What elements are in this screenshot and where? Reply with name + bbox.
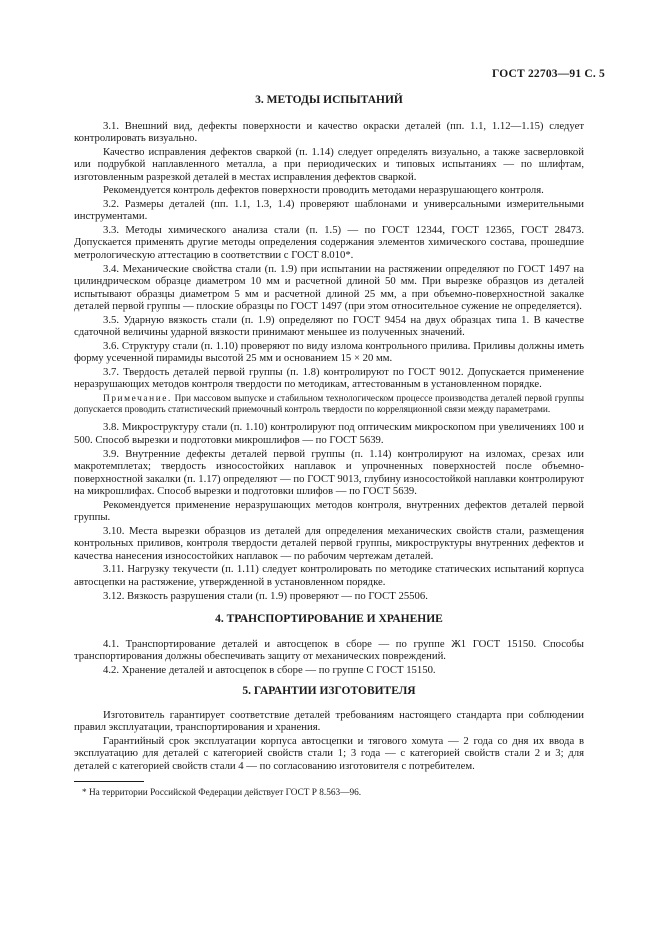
- paragraph: 4.1. Транспортирование деталей и автосцепок в сборе — по группе Ж1 ГОСТ 15150. Способы транспортирования должны обеспечивать защиту от механических повреждений.: [74, 637, 584, 663]
- footnote: * На территории Российской Федерации действует ГОСТ Р 8.563—96.: [82, 787, 362, 798]
- paragraph: 3.1. Внешний вид, дефекты поверхности и качество окраски деталей (пп. 1.1, 1.12—1.15) следует контролировать визуально.: [74, 119, 584, 145]
- paragraph: 3.11. Нагрузку текучести (п. 1.11) следует контролировать по методике статических испытаний корпуса автосцепки на растяжение, утвержденной в установленном порядке.: [74, 563, 584, 588]
- paragraph: 3.4. Механические свойства стали (п. 1.9) при испытании на растяжении определяют по ГОСТ 1497 на цилиндрическом образце диаметром 10 мм и расчетной длиной 50 мм. При вырезке образцов из деталей испытывают образцы диаметром 5 мм и расчетной длиной 25 мм, а при объемно-поверхностной закалке деталей первой группы — плоские образцы по ГОСТ 1497 (при этом относительное сужение не определяется).: [74, 262, 584, 313]
- paragraph: 3.7. Твердость деталей первой группы (п. 1.8) контролируют по ГОСТ 9012. Допускается применение неразрушающих методов контроля твердости по методикам, аттестованным в установленном порядке.: [74, 365, 584, 391]
- note-label: Примечание.: [103, 394, 172, 405]
- paragraph: 3.6. Структуру стали (п. 1.10) проверяют по виду излома контрольного прилива. Приливы должны иметь форму усеченной пирамиды высотой 25 мм и основанием 15 × 20 мм.: [74, 339, 584, 365]
- document-body: [74, 94, 584, 799]
- page-header: ГОСТ 22703—91 С. 5: [492, 68, 605, 80]
- paragraph: 3.3. Методы химического анализа стали (п. 1.5) — по ГОСТ 12344, ГОСТ 12365, ГОСТ 28473. Допускается применять другие методы определения содержания элементов химического состава, прошедшие метрологическую аттестацию в соответствии с ГОСТ 8.010*.: [74, 223, 584, 262]
- paragraph: 3.2. Размеры деталей (пп. 1.1, 1.3, 1.4) проверяют шаблонами и универсальными измерительными инструментами.: [74, 197, 584, 223]
- paragraph: Гарантийный срок эксплуатации корпуса автосцепки и тягового хомута — 2 года со дня их ввода в эксплуатацию для деталей с категорией свойств стали 1; 3 года — с категорией свойств стали 2 и 3; для деталей с категорией свойств стали 4 — по согласованию изготовителя с потребителем.: [74, 734, 584, 773]
- paragraph: 3.8. Микроструктуру стали (п. 1.10) контролируют под оптическим микроскопом при увеличениях 100 и 500. Способ вырезки и подготовки микрошлифов — по ГОСТ 5639.: [74, 421, 584, 446]
- section-5-heading: 5. ГАРАНТИИ ИЗГОТОВИТЕЛЯ: [242, 685, 416, 698]
- section-4-heading: 4. ТРАНСПОРТИРОВАНИЕ И ХРАНЕНИЕ: [215, 613, 443, 626]
- paragraph: Изготовитель гарантирует соответствие деталей требованиям настоящего стандарта при соблюдении правил эксплуатации, транспортирования и хранения.: [74, 708, 584, 734]
- paragraph: Качество исправления дефектов сваркой (п. 1.14) следует определять визуально, а также засверловкой или подрубкой наплавленного металла, а при периодических и типовых испытаниях — по шлифтам, изготовленным разрезкой деталей в местах исправления дефектов сваркой.: [74, 145, 584, 183]
- paragraph: Рекомендуется применение неразрушающих методов контроля, внутренних дефектов деталей первой группы.: [74, 498, 584, 524]
- paragraph: 3.10. Места вырезки образцов из деталей для определения механических свойств стали, размещения контрольных приливов, контроля твердости деталей первой группы, микроструктуры внутренних дефектов и качества нанесения износостойких наплавок — по рабочим чертежам деталей.: [74, 524, 584, 562]
- section-3-heading: 3. МЕТОДЫ ИСПЫТАНИЙ: [255, 94, 403, 106]
- paragraph: Рекомендуется контроль дефектов поверхности проводить методами неразрушающего контроля.: [103, 184, 544, 197]
- footnote-divider: [74, 781, 144, 782]
- note-text: При массовом выпуске и стабильном технологическом процессе производства деталей первой группы допускается проводить статистический приемочный контроль твердости по корреляционной связи между параметрами.: [74, 394, 584, 416]
- paragraph: 3.5. Ударную вязкость стали (п. 1.9) определяют по ГОСТ 9454 на двух образцах типа 1. В качестве сдаточной величины ударной вязкости принимают меньшее из полученных значений.: [74, 313, 584, 339]
- paragraph: 3.12. Вязкость разрушения стали (п. 1.9) проверяют — по ГОСТ 25506.: [103, 589, 428, 602]
- note: [74, 394, 584, 416]
- paragraph: 4.2. Хранение деталей и автосцепок в сборе — по группе С ГОСТ 15150.: [103, 663, 436, 676]
- paragraph: 3.9. Внутренние дефекты деталей первой группы (п. 1.14) контролируют на изломах, срезах или макротемплетах; твердость износостойких наплавок и упрочненных поверхностей после объемно-поверхностной закалки (п. 1.17) определяют — по ГОСТ 9013, глубину износостойкой наплавки контролируют на микрошлифах. Способ вырезки и подготовки шлифов — по ГОСТ 5639.: [74, 447, 584, 498]
